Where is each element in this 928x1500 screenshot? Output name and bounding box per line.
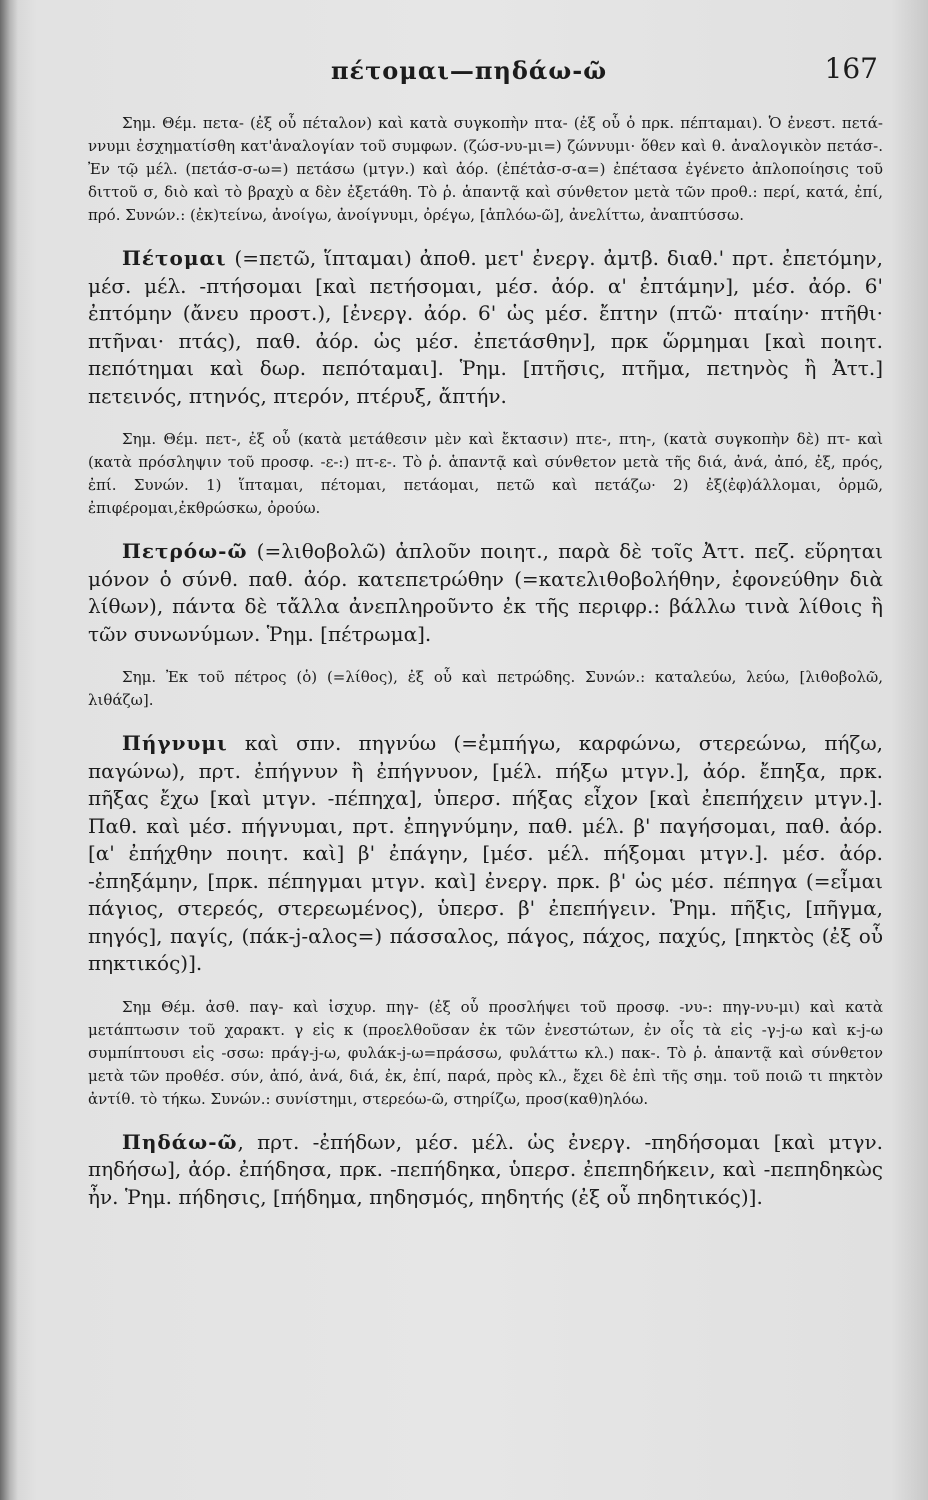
- dictionary-content: [88, 112, 883, 1229]
- note-text: Σημ. Ἐκ τοῦ πέτρος (ὁ) (=λίθος), ἐξ οὗ καὶ πετρώδης. Συνών.: καταλεύω, λεύω, [λιθοβολῶ, λιθάζω].: [88, 668, 883, 709]
- headword: Πηδάω-ῶ: [122, 1129, 238, 1154]
- headword: Πήγνυμι: [122, 731, 228, 755]
- dictionary-entry: [88, 730, 883, 978]
- running-head: πέτομαι—πηδάω-ῶ: [330, 56, 608, 85]
- grammar-note: [88, 428, 883, 520]
- headword: Πέτομαι: [122, 246, 227, 270]
- book-spine-shadow: [0, 0, 18, 1500]
- entry-text: καὶ σπν. πηγνύω (=ἐμπήγω, καρφώνω, στερεώνω, πήζω, παγώνω), πρτ. ἐπήγνυν ἢ ἐπήγνυον, [μέλ. πήξω μτγν.], ἀόρ. ἔπηξα, πρκ. πῆξας ἔχω [καὶ μτγν. -πέπηχα], ὑπερσ. πήξας εἶχον [καὶ ἐπεπήχειν μτγν.]. Παθ. καὶ μέσ. πήγνυμαι, πρτ. ἐπηγνύμην, παθ. μέλ. β' παγήσομαι, παθ. ἀόρ. [α' ἐπήχθην ποιητ. καὶ] β' ἐπάγην, [μέσ. μέλ. πήξομαι μτγν.]. μέσ. ἀόρ. -ἐπηξάμην, [πρκ. πέπηγμαι μτγν. καὶ] ἐνεργ. πρκ. β' ὡς μέσ. πέπηγα (=εἶμαι πάγιος, στερεός, στερεωμένος), ὑπερσ. β' ἐπεπήγειν. Ῥημ. πῆξις, [πῆγμα, πηγός], παγίς, (πάκ-j-αλος=) πάσσαλος, πάγος, πάχος, παχύς, [πηκτὸς (ἐξ οὗ πηκτικός)].: [88, 731, 883, 975]
- dictionary-entry: [88, 1129, 883, 1212]
- note-text: Σημ Θέμ. ἀσθ. παγ- καὶ ἰσχυρ. πηγ- (ἐξ οὗ προσλήψει τοῦ προσφ. -νυ-: πηγ-νυ-μι) καὶ κατὰ μετάπτωσιν τοῦ χαρακτ. γ εἰς κ (προελθοῦσαν ἐκ τῶν ἐνεστώτων, ἐν οἷς τὰ εἰς -γ-j-ω καὶ κ-j-ω συμπίπτουσι εἰς -σσω: πράγ-j-ω, φυλάκ-j-ω=πράσσω, φυλάττω κλ.) πακ-. Τὸ ῥ. ἁπαντᾷ καὶ σύνθετον μετὰ τῶν προθέσ. σύν, ἀπό, ἀνά, διά, ἐκ, ἐπί, παρά, πρὸς κλ., ἔχει δὲ ἐπὶ τῆς σημ. τοῦ ποιῶ τι πηκτὸν ἀντίθ. τὸ τήκω. Συνών.: συνίστημι, στερεόω-ῶ, στηρίζω, προσ(καθ)ηλόω.: [88, 997, 883, 1108]
- note-text: Σημ. Θέμ. πετα- (ἐξ οὗ πέταλον) καὶ κατὰ συγκοπὴν πτα- (ἐξ οὗ ὁ πρκ. πέπταμαι). Ὁ ἐνεστ. πετά-ννυμι ἐσχηματίσθη κατ'ἀναλογίαν τοῦ συμφων. (ζώσ-νυ-μι=) ζώννυμι· ὅθεν καὶ θ. ἀναλογικὸν πετάσ-. Ἐν τῷ μέλ. (πετάσ-σ-ω=) πετάσω (μτγν.) καὶ ἀόρ. (ἐπέτἀσ-σ-α=) ἐπέτασα ἐγένετο ἀπλοποίησις τοῦ διττοῦ σ, διὸ καὶ τὸ βραχὺ α δὲν ἐξετάθη. Τὸ ῥ. ἁπαντᾷ καὶ σύνθετον μετὰ τῶν προθ.: περί, κατά, ἐπί, πρό. Συνών.: (ἐκ)τείνω, ἀνοίγω, ἀνοίγνυμι, ὀρέγω, [ἁπλόω-ῶ], ἀνελίττω, ἀναπτύσσω.: [88, 114, 883, 224]
- headword: Πετρόω-ῶ: [122, 539, 248, 563]
- grammar-note: [88, 666, 883, 712]
- note-text: Σημ. Θέμ. πετ-, ἐξ οὗ (κατὰ μετάθεσιν μὲν καὶ ἔκτασιν) πτε-, πτη-, (κατὰ συγκοπὴν δὲ) πτ- καὶ (κατὰ πρόσληψιν τοῦ προσφ. -ε-:) πτ-ε-. Τὸ ῥ. ἁπαντᾷ καὶ σύνθετον μετὰ τῆς διά, ἀνά, ἀπό, ἐξ, πρός, ἐπί. Συνών. 1) ἵπταμαι, πέτομαι, πετάομαι, πετῶ καὶ πετάζω· 2) ἐξ(ἐφ)άλλομαι, ὁρμῶ, ἐπιφέρομαι,ἐκθρώσκω, ὀρούω.: [88, 430, 883, 517]
- entry-text: (=λιθοβολῶ) ἁπλοῦν ποιητ., παρὰ δὲ τοῖς Ἀττ. πεζ. εὕρηται μόνον ὁ σύνθ. παθ. ἀόρ. κατεπετρώθην (=κατελιθοβολήθην, ἐφονεύθην διὰ λίθων), πάντα δὲ τἄλλα ἀνεπληροῦντο ἐκ τῆς περιφρ.: βάλλω τινὰ λίθοις ἢ τῶν συνωνύμων. Ῥημ. [πέτρωμα].: [88, 539, 883, 646]
- grammar-note: [88, 112, 883, 227]
- entry-text: , πρτ. -ἐπήδων, μέσ. μέλ. ὡς ἐνεργ. -πηδήσομαι [καὶ μτγν. πηδήσω], ἀόρ. ἐπήδησα, πρκ. -πεπήδηκα, ὑπερσ. ἐπεπηδήκειν, καὶ -πεπηδηκὼς ἦν. Ῥημ. πήδησις, [πήδημα, πηδησμός, πηδητής (ἐξ οὗ πηδητικός)].: [88, 1129, 883, 1209]
- page-header: [60, 52, 878, 92]
- dictionary-entry: [88, 245, 883, 410]
- grammar-note: [88, 996, 883, 1111]
- dictionary-entry: [88, 538, 883, 648]
- entry-text: (=πετῶ, ἵπταμαι) ἀποθ. μετ' ἐνεργ. ἀμτβ. διαθ.' πρτ. ἐπετόμην, μέσ. μέλ. -πτήσομαι [καὶ πετήσομαι, μέσ. ἀόρ. α' ἐπτάμην], μέσ. ἀόρ. 6' ἐπτόμην (ἄνευ προστ.), [ἐνεργ. ἀόρ. 6' ὡς μέσ. ἔπτην (πτῶ· πταίην· πτῆθι· πτῆναι· πτάς), παθ. ἀόρ. ὡς μέσ. ἐπετάσθην], πρκ ὥρμημαι [καὶ ποιητ. πεπότημαι καὶ δωρ. πεπόταμαι]. Ῥημ. [πτῆσις, πτῆμα, πετηνὸς ἢ Ἀττ.] πετεινός, πτηνός, πτερόν, πτέρυξ, ἄπτήν.: [88, 246, 883, 408]
- page-number: 167: [824, 52, 878, 85]
